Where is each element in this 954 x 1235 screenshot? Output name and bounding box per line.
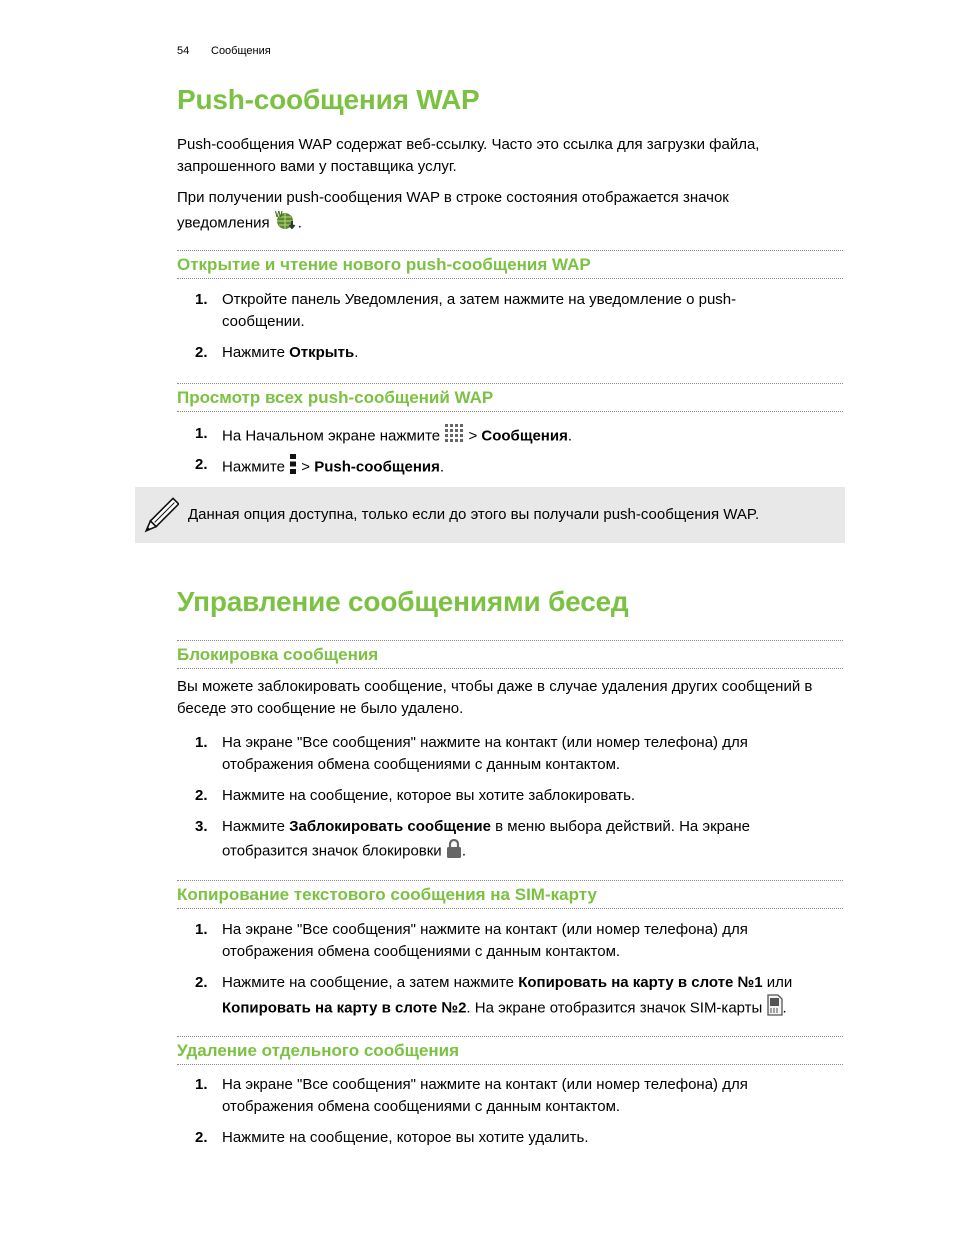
menu-dots-icon [289,454,297,481]
list-item: 2. Нажмите на сообщение, которое вы хотите заблокировать. [195,787,636,804]
wap-push-notification-icon [274,209,298,238]
lock-icon [446,838,462,865]
list-item: 3. Нажмите Заблокировать сообщение в меню выбора действий. На экране отобразится значок блокировки . [177,816,817,865]
list-item: 1. На экране "Все сообщения" нажмите на контакт (или номер телефона) для отображения обмена сообщениями с данным контактом. [195,734,748,773]
note-box [135,487,845,543]
sim-card-icon [767,994,783,1023]
lock-intro-paragraph: Вы можете заблокировать сообщение, чтобы даже в случае удаления других сообщений в беседе это сообщение не было удалено. [177,678,813,717]
list-item: 1. На Начальном экране нажмите > Сообщения. [177,423,817,450]
section-title-manage-conversations: Управление сообщениями бесед [177,586,629,617]
subsection-title-delete-message: Удаление отдельного сообщения [177,1036,843,1065]
list-item: 1. На экране "Все сообщения" нажмите на контакт (или номер телефона) для отображения обмена сообщениями с данным контактом. [195,921,748,960]
list-item: 2. Нажмите на сообщение, которое вы хотите удалить. [195,1129,589,1146]
wap-intro-paragraph: Push-сообщения WAP содержат веб-ссылку. Часто это ссылка для загрузки файла, запрошенного вами у поставщика услуг. [177,136,760,175]
apps-grid-icon [444,423,464,450]
list-item: 1. На экране "Все сообщения" нажмите на контакт (или номер телефона) для отображения обмена сообщениями с данным контактом. [195,1076,748,1115]
subsection-title-open-wap: Открытие и чтение нового push-сообщения WAP [177,250,843,279]
subsection-title-view-all-wap: Просмотр всех push-сообщений WAP [177,383,843,412]
list-item: 2. Нажмите на сообщение, а затем нажмите Копировать на карту в слоте №1 или Копировать на карту в слоте №2. На экране отобразится значок SIM-карты . [177,972,817,1023]
wap-notification-paragraph: При получении push-сообщения WAP в строке состояния отображается значок уведомления W . [177,187,847,238]
subsection-title-lock-message: Блокировка сообщения [177,640,843,669]
pencil-icon [143,497,179,540]
list-item: 2. Нажмите Открыть. [195,344,359,361]
list-item: 1. Откройте панель Уведомления, а затем нажмите на уведомление о push- сообщении. [195,291,737,330]
svg-text:W: W [274,210,283,219]
open-action-label: Открыть [289,344,355,361]
subsection-title-copy-to-sim: Копирование текстового сообщения на SIM-карту [177,880,843,909]
list-item: 2. Нажмите > Push-сообщения. [177,454,817,481]
section-title-wap-push: Push-сообщения WAP [177,84,480,115]
chapter-name: Сообщения [211,45,271,57]
page-header [177,45,271,57]
page-number: 54 [177,45,190,57]
note-text: Данная опция доступна, только если до этого вы получали push-сообщения WAP. [188,506,760,523]
